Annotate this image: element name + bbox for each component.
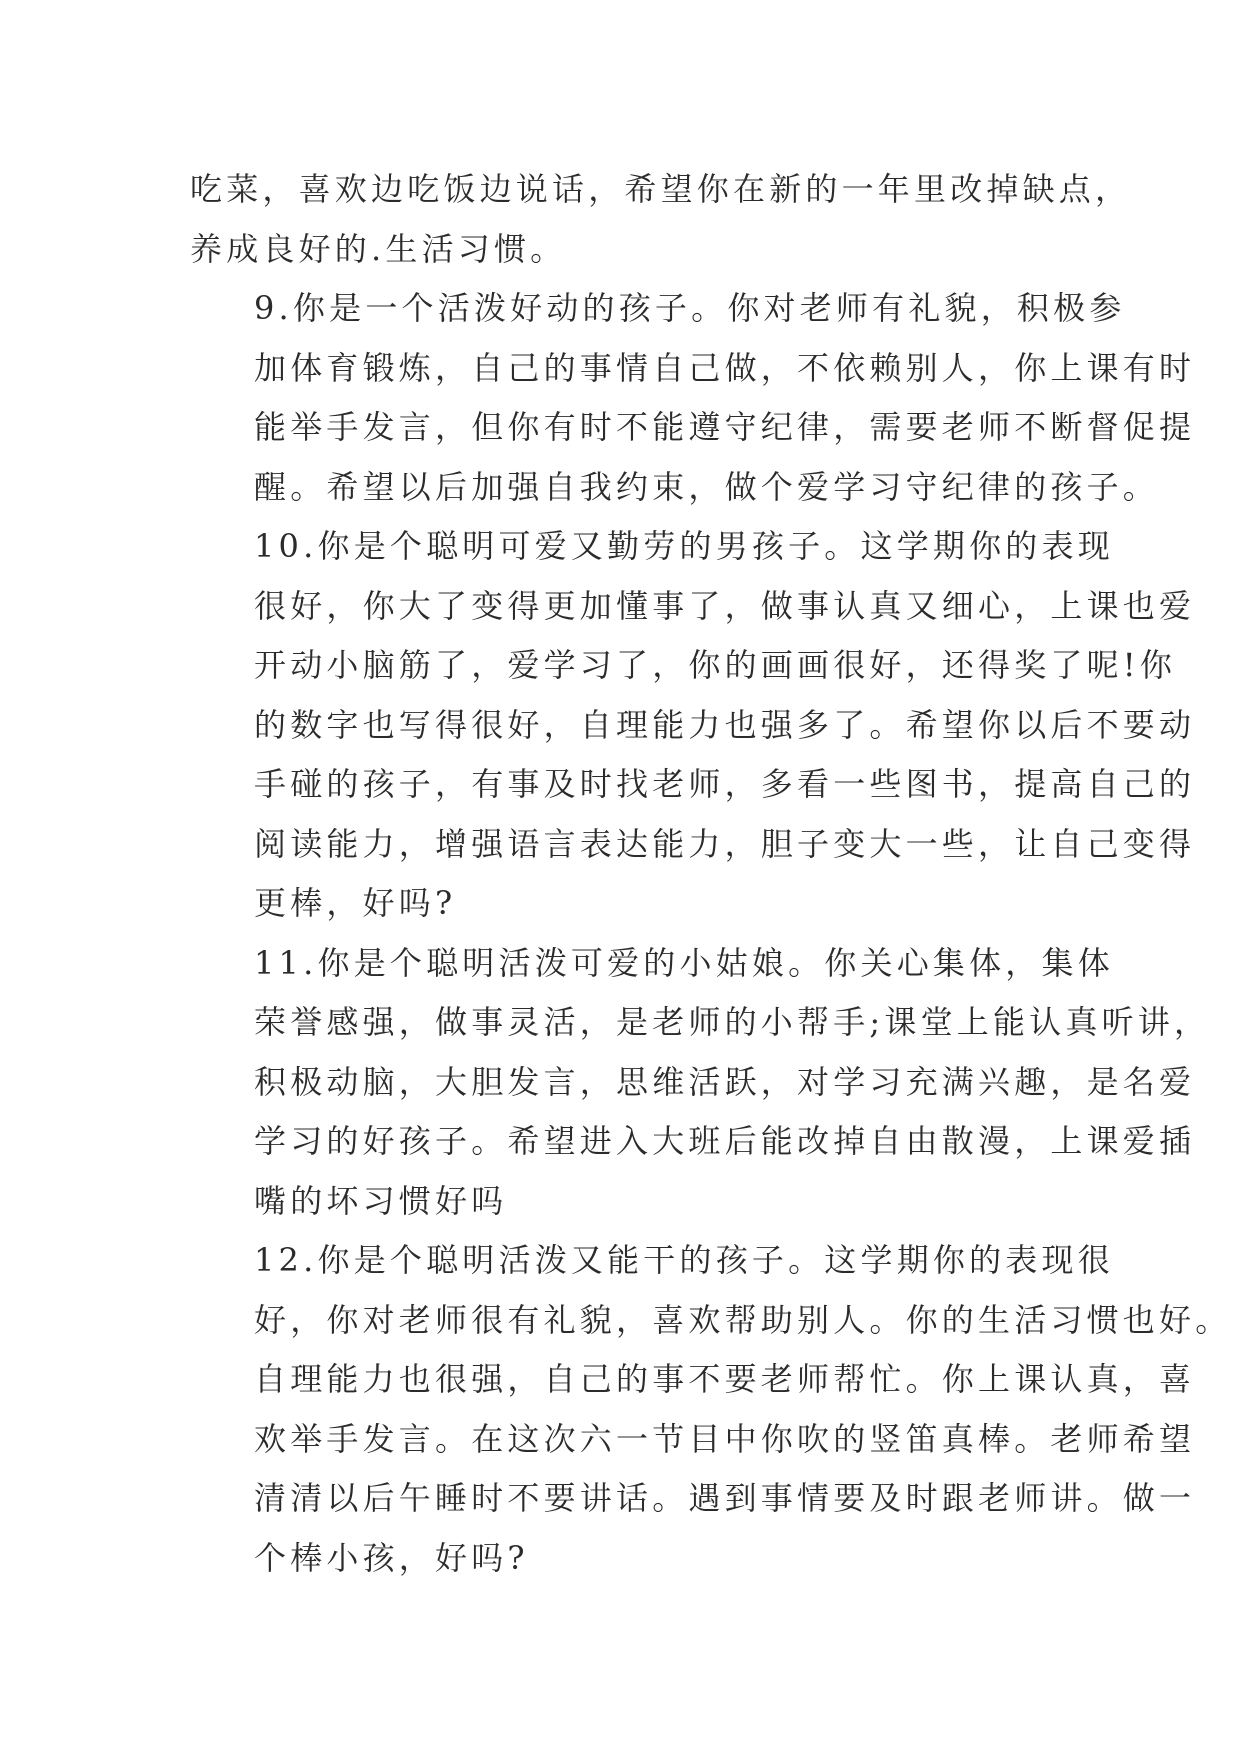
text-line: 醒。希望以后加强自我约束，做个爱学习守纪律的孩子。 [254,467,1160,506]
text-line: 9.你是一个活泼好动的孩子。你对老师有礼貌，积极参 [254,289,1126,327]
text-line: 个棒小孩，好吗? [254,1538,529,1577]
paragraph-item-9 [190,279,1196,517]
paragraph-item-10 [190,517,1196,934]
text-line: 学习的好孩子。希望进入大班后能改掉自由散漫，上课爱插 [254,1122,1196,1160]
text-line: 10.你是个聪明可爱又勤劳的男孩子。这学期你的表现 [254,527,1114,565]
text-line: 自理能力也很强，自己的事不要老师帮忙。你上课认真，喜 [254,1360,1196,1398]
text-line: 荣誉感强，做事灵活，是老师的小帮手;课堂上能认真听讲， [254,1003,1211,1041]
text-line: 欢举手发言。在这次六一节目中你吹的竖笛真棒。老师希望 [254,1419,1196,1458]
text-line: 积极动脑，大胆发言，思维活跃，对学习充满兴趣，是名爱 [254,1062,1196,1101]
paragraph-continuation [190,160,1132,279]
text-line: 阅读能力，增强语言表达能力，胆子变大一些，让自己变得 [254,824,1196,863]
document-body [190,160,1232,1588]
text-line: 清清以后午睡时不要讲话。遇到事情要及时跟老师讲。做一 [254,1479,1196,1517]
text-line: 手碰的孩子，有事及时找老师，多看一些图书，提高自己的 [254,765,1196,803]
text-line: 养成良好的.生活习惯。 [190,229,567,268]
text-line: 好，你对老师很有礼貌，喜欢帮助别人。你的生活习惯也好。 [254,1300,1232,1339]
text-line: 11.你是个聪明活泼可爱的小姑娘。你关心集体，集体 [254,943,1114,982]
text-line: 很好，你大了变得更加懂事了，做事认真又细心，上课也爱 [254,586,1196,625]
text-line: 加体育锻炼，自己的事情自己做，不依赖别人，你上课有时 [254,348,1196,387]
text-line: 嘴的坏习惯好吗 [254,1181,508,1220]
text-line: 12.你是个聪明活泼又能干的孩子。这学期你的表现很 [254,1241,1114,1279]
text-line: 更棒，好吗? [254,884,457,922]
text-line: 的数字也写得很好，自理能力也强多了。希望你以后不要动 [254,705,1196,744]
text-line: 开动小脑筋了，爱学习了，你的画画很好，还得奖了呢!你 [254,646,1177,684]
text-line: 吃菜，喜欢边吃饭边说话，希望你在新的一年里改掉缺点， [190,170,1132,208]
text-line: 能举手发言，但你有时不能遵守纪律，需要老师不断督促提 [254,408,1196,446]
paragraph-item-11 [190,934,1211,1232]
paragraph-item-12 [190,1231,1232,1588]
